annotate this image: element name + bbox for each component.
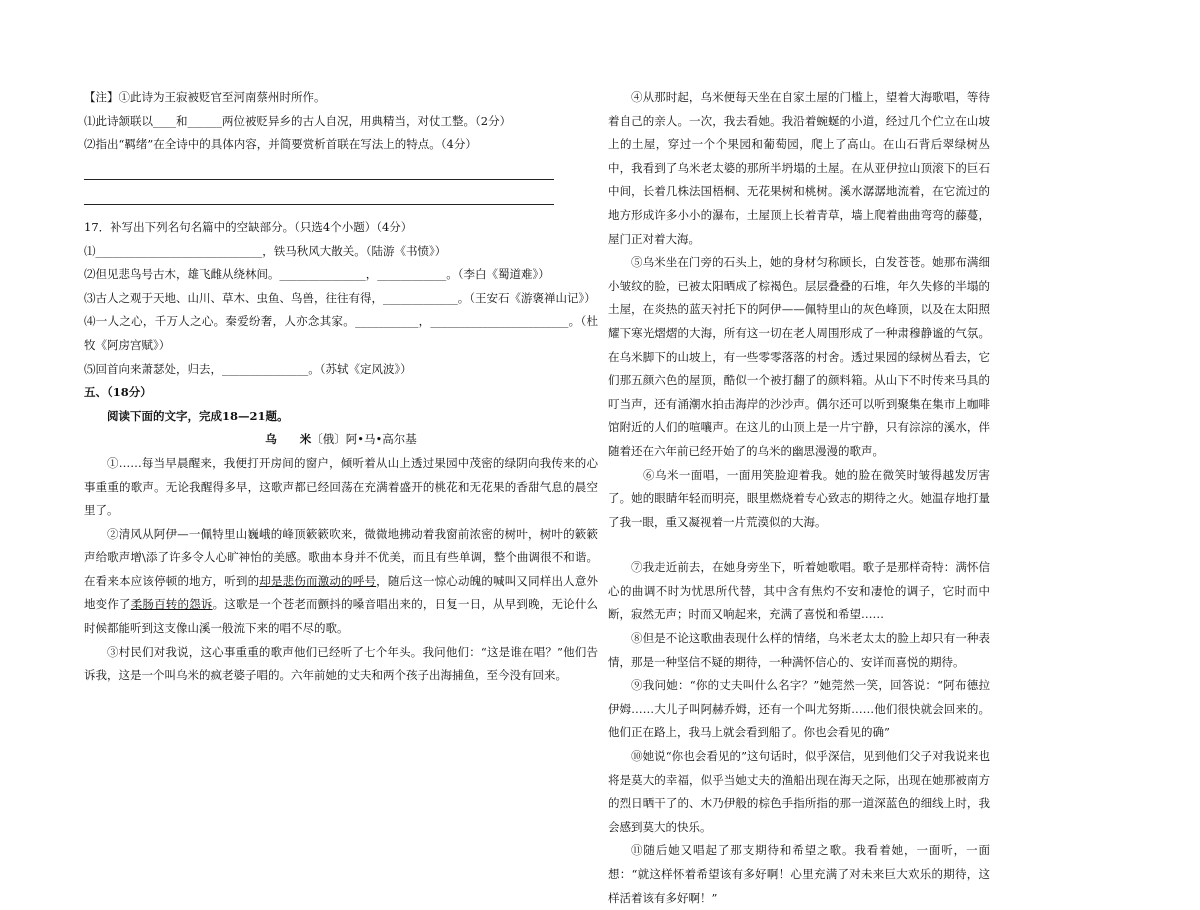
left-column: [84, 86, 598, 688]
article-author: 〔俄〕阿•马•高尔基: [311, 432, 417, 447]
paragraph-5: ⑤乌米坐在门旁的石头上，她的身材匀称顾长，白发苍苍。她那布满细小皱纹的脸，已被太阳晒成了棕褐色。层层叠叠的石堆，年久失修的半塌的土屋，在炎热的蓝天衬托下的阿伊——佩特里山的灰色峰顶，以及在太阳照耀下寒光熠熠的大海，所有这一切在老人周围形成了一种肃穆静谧的气氛。在乌米脚下的山坡上，有一些零零落落的村舍。透过果园的绿树丛看去，它们那五颜六色的屋顶，酷似一个被打翻了的颜料箱。从山下不时传来马具的叮当声，还有涌潮水拍击海岸的沙沙声。偶尔还可以听到聚集在集市上咖啡馆附近的人们的喧嚷声。在这儿的山顶上是一片宁静，只有淙淙的溪水，伴随着还在六年前已经开始了的乌米的幽思漫漫的歌声。: [608, 255, 990, 458]
question-17-item: ⑷一人之心，千万人之心。秦爱纷奢，人亦念其家。___________，________________________。（杜牧《阿房宫赋》）: [84, 314, 598, 352]
question-16-1: ⑴此诗颔联以____和______两位被贬异乡的古人自况，用典精当，对仗工整。（2分）: [84, 113, 512, 128]
paragraph-9: ⑨我问她：“你的丈夫叫什么名字？”她莞然一笑，回答说：“阿布德拉伊姆……大儿子叫阿赫乔姆，还有一个叫尤努斯……他们很快就会回来的。他们正在路上，我马上就会看到船了。你也会看见的确”: [608, 678, 990, 740]
paragraph-2-text: ，随后这一惊心动魄的喊叫又同样出人意外地变作了: [84, 573, 599, 612]
spacer: [608, 534, 990, 556]
paragraph-4: ④从那时起，乌米便每天坐在自家土屋的门槛上，望着大海歌唱，等待着自己的亲人。一次，我去看她。我沿着蜿蜒的小道，经过几个伫立在山坡上的土屋，穿过一个个果园和葡萄园，爬上了高山。在山石背后翠绿树丛中，我看到了乌米老太婆的那所半坍塌的土屋。在从亚伊拉山顶滚下的巨石中间，长着几株法国梧桐、无花果树和桃树。溪水潺潺地流着，在它流过的地方形成许多小小的瀑布，土屋顶上长着青草，墙上爬着曲曲弯弯的藤蔓，屋门正对着大海。: [608, 90, 990, 246]
spacer: [84, 206, 598, 216]
answer-line: [84, 181, 554, 205]
right-column: [608, 86, 990, 910]
paragraph-8: ⑧但是不论这歌曲表现什么样的情绪，乌米老太太的脸上却只有一种表情，那是一种坚信不疑的期待，一种满怀信心的、安详而喜悦的期待。: [608, 631, 990, 669]
underlined-phrase: 却是悲伤而激动的呼号: [259, 573, 377, 588]
paragraph-2-text: ②清风从阿伊—一佩特里山巍峨的峰顶簌簌吹来，微微地拂动着我窗前浓密的树叶，树叶的簌簌声给歌声增\添了许多令人心旷神怡的美感。歌曲本身并不优美，而且有些单调，整个曲调很不和谐。在看来本应该停顿的地方，听到的: [84, 526, 598, 588]
underlined-phrase: 柔肠百转的怨诉: [130, 597, 213, 612]
paragraph-2: [84, 523, 598, 641]
reading-instruction: 阅读下面的文字，完成18—21题。: [107, 408, 289, 423]
paragraph-10: ⑩她说“你也会看见的”这句话时，似乎深信，见到他们父子对我说来也将是莫大的幸福，似乎当她丈夫的渔船出现在海天之际，出现在她那被南方的烈日晒干了的、木乃伊般的棕色手指所指的那一道深蓝色的细线上时，我会感到莫大的快乐。: [608, 749, 990, 834]
paragraph-1: ①……每当早晨醒来，我便打开房间的窗户，倾听着从山上透过果园中茂密的绿阴向我传来的心事重重的歌声。无论我醒得多早，这歌声都已经回荡在充满着盛开的桃花和无花果的香甜气息的晨空里了。: [84, 455, 598, 518]
question-17-item: ⑵但见悲鸟号古木，雄飞雌从绕林间。_______________，____________。（李白《蜀道难》）: [84, 267, 550, 282]
paragraph-3: ③村民们对我说，这心事重重的歌声他们已经听了七个年头。我问他们：“这是谁在唱？”他们告诉我，这是一个叫乌米的疯老婆子唱的。六年前她的丈夫和两个孩子出海捕鱼，至今没有回来。: [84, 644, 598, 683]
paragraph-11: ⑪随后她又唱起了那支期待和希望之歌。我看着她，一面听，一面想：“就这样怀着希望该有多好啊！心里充满了对未来巨大欢乐的期待，这样活着该有多好啊！”: [608, 843, 990, 905]
paragraph-2-text: 。这歌是一个苍老而颤抖的嗓音唱出来的，日复一日，从早到晚，无论什么时候都能听到这支像山溪一般流下来的唱不尽的歌。: [84, 597, 599, 636]
paragraph-7: ⑦我走近前去，在她身旁坐下，听着她歌唱。歌子是那样奇特：满怀信心的曲调不时为忧思所代替，其中含有焦灼不安和凄怆的调子，它时而中断，寂然无声；时而又响起来，充满了喜悦和希望……: [608, 560, 990, 622]
question-17-item: ⑸回首向来萧瑟处，归去，_______________。（苏轼《定风波》）: [84, 361, 412, 376]
article-title: [84, 428, 598, 452]
question-17-item: ⑶古人之观于天地、山川、草木、虫鱼、鸟兽，往往有得，_____________。（王安石《游褒禅山记》）: [84, 290, 596, 305]
paragraph-6: ⑥乌米一面唱，一面用笑脸迎着我。她的脸在微笑时皱得越发厉害了。她的眼睛年轻而明亮，眼里燃烧着专心致志的期待之火。她温存地打量了我一眼，重又凝视着一片荒漠似的大海。: [608, 467, 990, 529]
poem-note: 【注】①此诗为王寂被贬官至河南蔡州时所作。: [84, 90, 326, 104]
question-17-item: ⑴_____________________________，铁马秋风大散关。（陆游《书愤》）: [84, 243, 447, 258]
article-title-text: 乌 米: [265, 432, 312, 447]
answer-line: [84, 157, 554, 181]
section-heading: 五、（18分）: [84, 385, 152, 400]
question-17-title: 17．补写出下列名句名篇中的空缺部分。（只选4个小题）（4分）: [84, 219, 413, 234]
question-16-2: ⑵指出“羁绪”在全诗中的具体内容，并简要赏析首联在写法上的特点。（4分）: [84, 137, 477, 152]
